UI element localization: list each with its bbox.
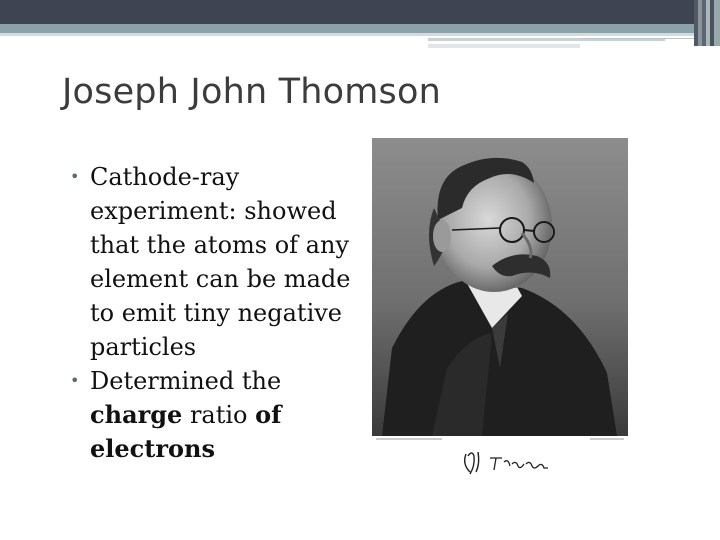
header-corner-decoration (694, 0, 720, 46)
bullet-text-bold: of electrons (90, 400, 282, 463)
bullet-item (70, 364, 360, 466)
bullet-text-segment: ratio (182, 401, 256, 429)
bullet-list (70, 160, 360, 466)
header-stripe (580, 38, 694, 39)
bullet-item (70, 160, 360, 364)
header-stripe (428, 44, 580, 48)
bullet-marker: • (70, 167, 80, 186)
header-accent-band (0, 24, 720, 33)
header-band (0, 0, 720, 24)
portrait-illustration (372, 138, 628, 444)
slide-title: Joseph John Thomson (62, 72, 441, 112)
portrait-photo (372, 138, 628, 444)
bullet-marker: • (70, 371, 80, 390)
bullet-text-bold: charge (90, 400, 183, 429)
bullet-text: Cathode-ray experiment: showed that the atoms of any element can be made to emit tiny negative particles (90, 163, 351, 361)
header-stripe (0, 33, 694, 36)
signature-image (460, 444, 560, 478)
bullet-text-segment: Determined the (90, 367, 282, 395)
